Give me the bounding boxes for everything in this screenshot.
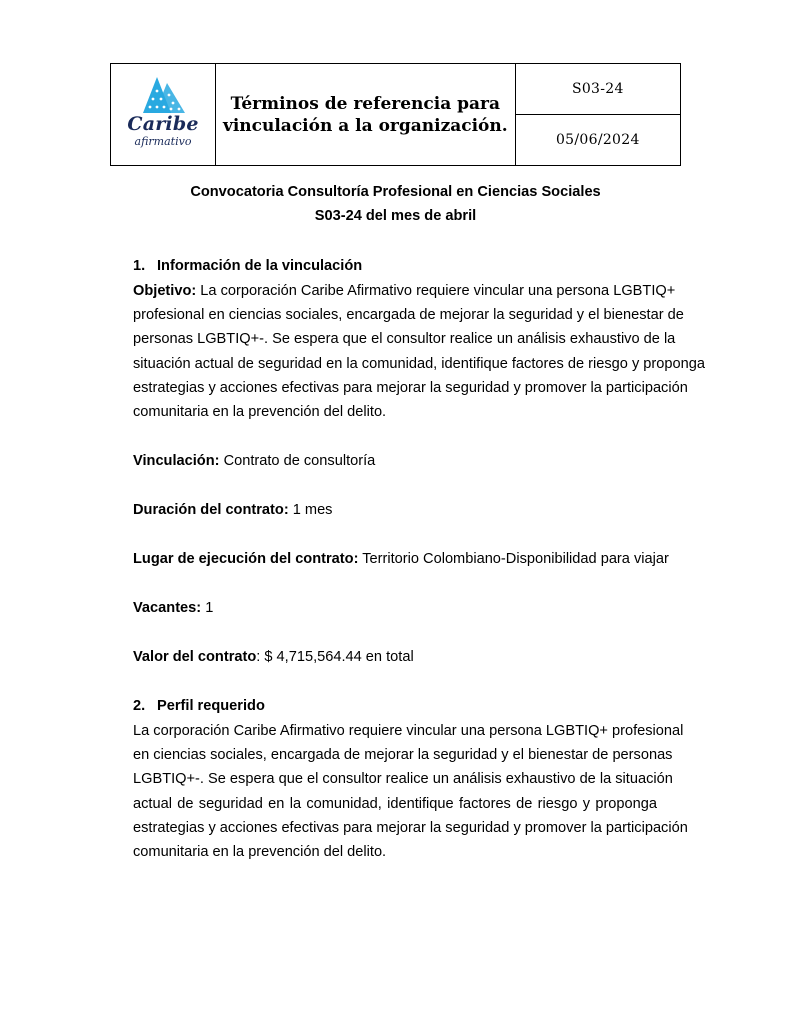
objetivo-line: personas LGBTIQ+-. Se espera que el consultor realice un análisis exhaustivo de la bbox=[133, 331, 676, 348]
section-1-title-text: Información de la vinculación bbox=[157, 258, 363, 274]
document-code-cell bbox=[515, 64, 680, 115]
vinculacion-value: Contrato de consultoría bbox=[219, 453, 376, 469]
section-1-title bbox=[133, 258, 362, 274]
valor-label: Valor del contrato bbox=[133, 649, 257, 665]
logo-cell bbox=[111, 64, 216, 166]
vacantes-label: Vacantes: bbox=[133, 600, 202, 616]
duracion-label: Duración del contrato: bbox=[133, 502, 289, 518]
section-1-number: 1. bbox=[133, 258, 146, 274]
caribe-afirmativo-logo bbox=[111, 65, 215, 165]
objetivo-paragraph bbox=[133, 279, 705, 424]
document-title bbox=[216, 93, 515, 137]
document-date: 05/06/2024 bbox=[555, 132, 640, 148]
header-table bbox=[110, 63, 681, 166]
duracion-field bbox=[133, 502, 332, 518]
perfil-line: actual de seguridad en la comunidad, identifique factores de riesgo y proponga bbox=[133, 795, 657, 812]
title-line-1: Términos de referencia para bbox=[230, 93, 501, 114]
lugar-value: Territorio Colombiano-Disponibilidad para viajar bbox=[358, 551, 669, 567]
perfil-paragraph bbox=[133, 719, 688, 864]
duracion-value: 1 mes bbox=[288, 502, 333, 518]
vacantes-field bbox=[133, 600, 213, 616]
objetivo-line bbox=[133, 279, 676, 303]
call-title: Convocatoria Consultoría Profesional en Ciencias Sociales bbox=[190, 184, 601, 200]
perfil-line: estrategias y acciones efectivas para mejorar la seguridad y promover la participación bbox=[133, 819, 688, 836]
objetivo-line: profesional en ciencias sociales, encargada de mejorar la seguridad y el bienestar de bbox=[133, 307, 684, 324]
vinculacion-label: Vinculación: bbox=[133, 453, 220, 469]
perfil-line: en ciencias sociales, encargada de mejorar la seguridad y el bienestar de personas bbox=[133, 747, 673, 764]
perfil-line: comunitaria en la prevención del delito. bbox=[133, 844, 387, 861]
document-code: S03-24 bbox=[571, 81, 624, 97]
vinculacion-field bbox=[133, 453, 375, 469]
document-title-cell bbox=[216, 64, 516, 166]
objetivo-line: situación actual de seguridad en la comunidad, identifique factores de riesgo y proponga bbox=[133, 355, 705, 372]
valor-value: : $ 4,715,564.44 en total bbox=[256, 649, 414, 665]
title-line-2: vinculación a la organización. bbox=[222, 115, 508, 136]
document-date-cell bbox=[515, 115, 680, 166]
logo-name: Caribe bbox=[127, 112, 199, 135]
objetivo-line: comunitaria en la prevención del delito. bbox=[133, 404, 387, 421]
lugar-label: Lugar de ejecución del contrato: bbox=[133, 551, 359, 567]
objetivo-text: La corporación Caribe Afirmativo requiere vincular una persona LGBTIQ+ bbox=[196, 283, 676, 299]
objetivo-label: Objetivo: bbox=[133, 283, 197, 299]
section-2-number: 2. bbox=[133, 698, 146, 714]
call-subtitle: S03-24 del mes de abril bbox=[314, 208, 477, 224]
objetivo-line: estrategias y acciones efectivas para mejorar la seguridad y promover la participación bbox=[133, 379, 688, 396]
perfil-line: LGBTIQ+-. Se espera que el consultor realice un análisis exhaustivo de la situación bbox=[133, 771, 673, 788]
logo-triangle-icon bbox=[141, 75, 187, 115]
section-2-title bbox=[133, 698, 265, 714]
vacantes-value: 1 bbox=[201, 600, 214, 616]
valor-field bbox=[133, 649, 414, 665]
lugar-field bbox=[133, 551, 669, 567]
perfil-line: La corporación Caribe Afirmativo requiere vincular una persona LGBTIQ+ profesional bbox=[133, 723, 684, 739]
logo-subtitle: afirmativo bbox=[134, 134, 192, 148]
section-2-title-text: Perfil requerido bbox=[157, 698, 265, 714]
